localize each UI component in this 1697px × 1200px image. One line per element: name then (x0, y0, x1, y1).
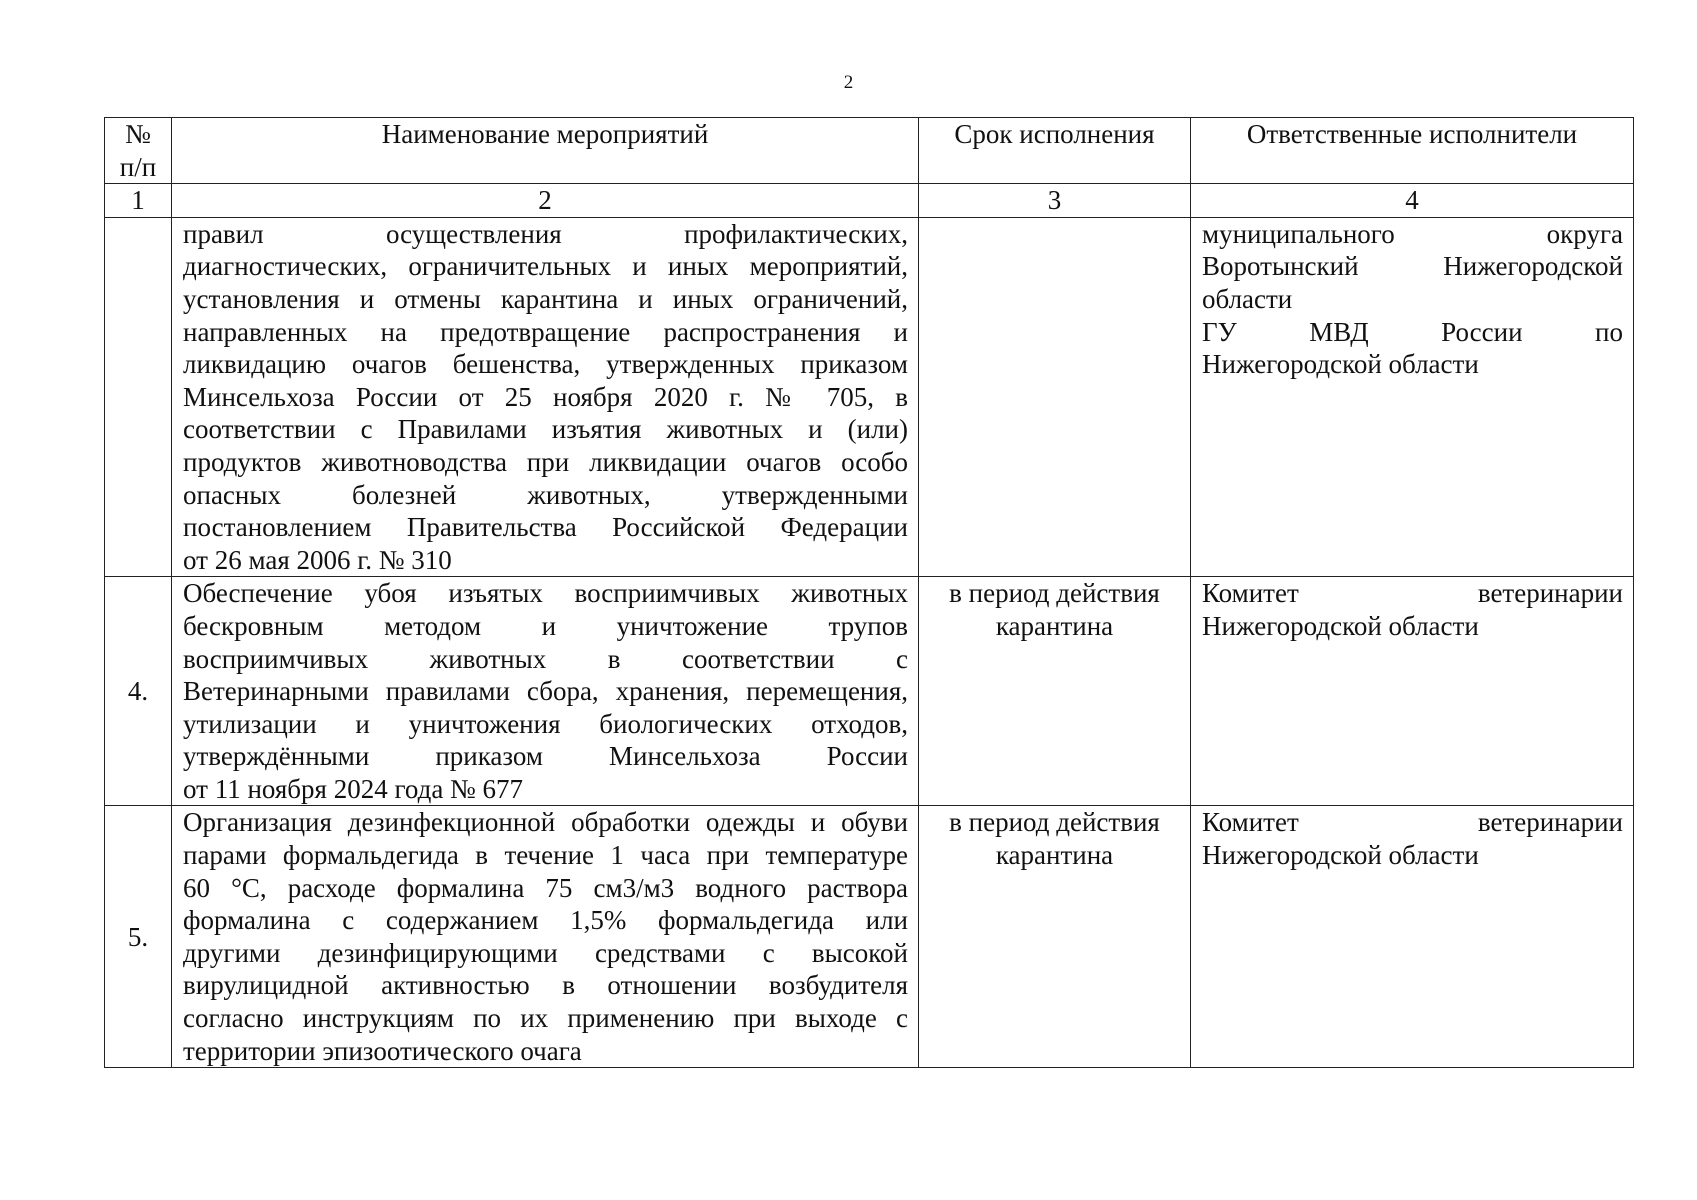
responsible-line: Нижегородской области (1202, 840, 1479, 871)
measure-name (172, 806, 919, 1068)
measure-name-line: от 11 ноября 2024 года № 677 (183, 773, 524, 804)
header-responsible: Ответственные исполнители (1191, 118, 1634, 184)
row-number: 4. (105, 577, 172, 806)
deadline-line: карантина (995, 840, 1114, 871)
deadline-line: в период действия (949, 807, 1160, 838)
measure-name (172, 577, 919, 806)
measure-name-line: диагностических, ограничительных и иных мероприятий, (183, 251, 908, 282)
table-row (105, 217, 1634, 577)
table-header-row (105, 118, 1634, 184)
measure-name-line: вирулицидной активностью в отношении возбудителя (183, 970, 908, 1001)
page-number: 2 (843, 72, 854, 93)
measure-name-line: установления и отмены карантина и иных ограничений, (183, 283, 908, 314)
deadline (919, 577, 1191, 806)
header-num-label: № п/п (119, 119, 157, 182)
measure-name-line: утверждёнными приказом Минсельхоза России (183, 741, 908, 772)
responsible-executors (1191, 217, 1634, 577)
measure-name-line: от 26 мая 2006 г. № 310 (183, 544, 452, 575)
measure-name-line: бескровным методом и уничтожение трупов (183, 610, 908, 641)
measure-name-line: Обеспечение убоя изъятых восприимчивых животных (183, 578, 908, 609)
measure-name-line: соответствии с Правилами изъятия животных и (или) (183, 414, 908, 445)
deadline (919, 217, 1191, 577)
responsible-line: муниципального округа (1202, 218, 1623, 249)
table-row (105, 806, 1634, 1068)
measure-name-line: ликвидацию очагов бешенства, утвержденных приказом (183, 349, 908, 380)
measure-name-line: 60 °С, расходе формалина 75 см3/м3 водного раствора (183, 872, 908, 903)
measure-name-line: парами формальдегида в течение 1 часа при температуре (183, 840, 908, 871)
measure-name-line: опасных болезней животных, утвержденными (183, 479, 908, 510)
column-number: 4 (1191, 184, 1634, 218)
measure-name-line: постановлением Правительства Российской Федерации (183, 512, 908, 543)
measure-name-line: утилизации и уничтожения биологических отходов, (183, 708, 908, 739)
responsible-line: Нижегородской области (1202, 610, 1479, 641)
header-num (105, 118, 172, 184)
column-number: 3 (919, 184, 1191, 218)
responsible-line: Воротынский Нижегородской (1202, 251, 1623, 282)
responsible-executors (1191, 577, 1634, 806)
row-number: 5. (105, 806, 172, 1068)
deadline-line: в период действия (949, 578, 1160, 609)
responsible-line: области (1202, 283, 1293, 314)
measure-name-line: Ветеринарными правилами сбора, хранения, перемещения, (183, 676, 908, 707)
table-row (105, 577, 1634, 806)
column-number-row (105, 184, 1634, 218)
measure-name-line: другими дезинфицирующими средствами с высокой (183, 937, 908, 968)
responsible-line: Комитет ветеринарии (1202, 807, 1623, 838)
measure-name-line: территории эпизоотического очага (183, 1035, 582, 1066)
row-number (105, 217, 172, 577)
responsible-line: Комитет ветеринарии (1202, 578, 1623, 609)
column-number: 1 (105, 184, 172, 218)
measure-name-line: согласно инструкциям по их применению при выходе с (183, 1003, 908, 1034)
responsible-executors (1191, 806, 1634, 1068)
measure-name-line: правил осуществления профилактических, (183, 218, 908, 249)
deadline (919, 806, 1191, 1068)
header-name: Наименование мероприятий (172, 118, 919, 184)
measure-name-line: направленных на предотвращение распространения и (183, 316, 908, 347)
measure-name-line: продуктов животноводства при ликвидации очагов особо (183, 446, 908, 477)
column-number: 2 (172, 184, 919, 218)
measure-name-line: формалина с содержанием 1,5% формальдегида или (183, 905, 908, 936)
measure-name-line: Минсельхоза России от 25 ноября 2020 г. № 705, в (183, 381, 908, 412)
measure-name (172, 217, 919, 577)
measure-name-line: восприимчивых животных в соответствии с (183, 643, 908, 674)
responsible-line: Нижегородской области (1202, 349, 1479, 380)
header-term: Срок исполнения (919, 118, 1191, 184)
deadline-line: карантина (995, 610, 1114, 641)
measures-table (104, 117, 1634, 1068)
responsible-line: ГУ МВД России по (1202, 316, 1623, 347)
measure-name-line: Организация дезинфекционной обработки одежды и обуви (183, 807, 908, 838)
